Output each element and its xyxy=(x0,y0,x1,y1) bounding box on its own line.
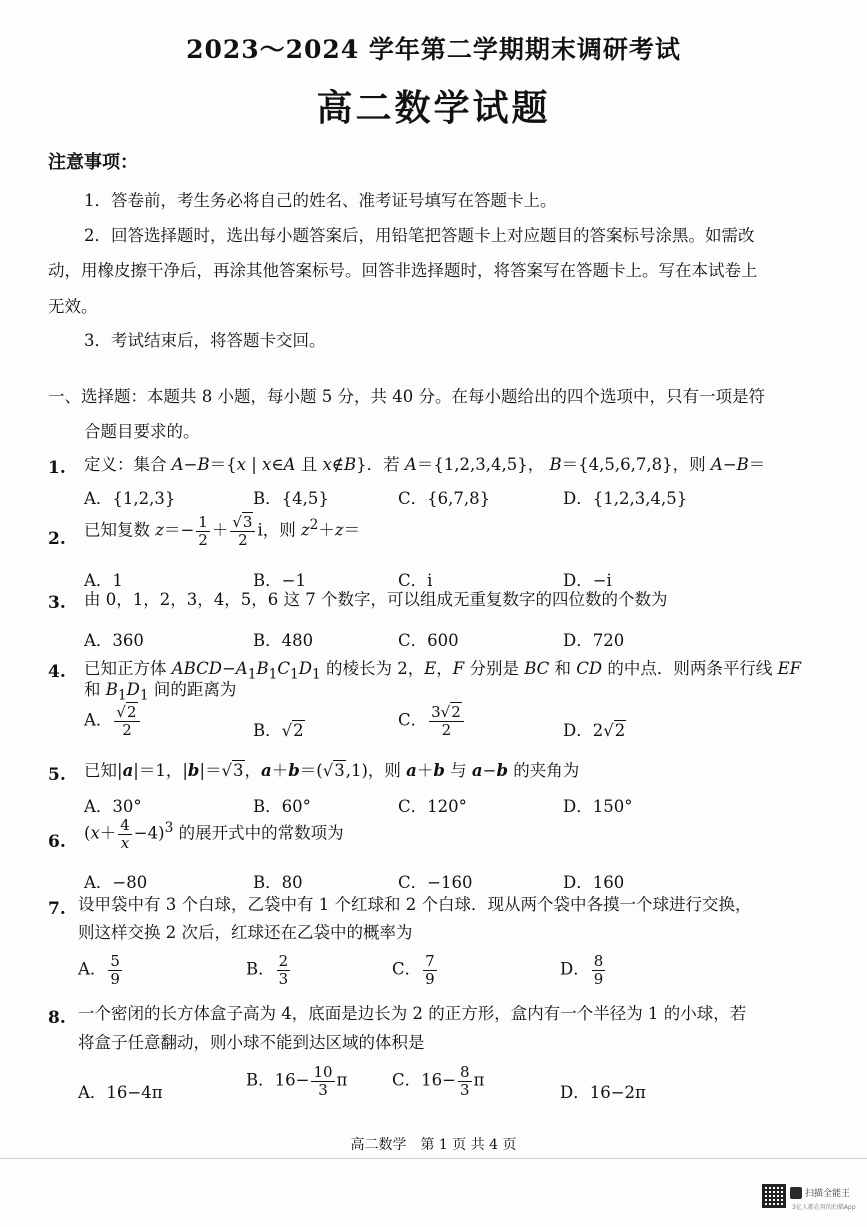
q1-stem: 定义：集合 A−B＝{x | x∈A 且 x∉B}．若 A＝{1,2,3,4,5}， B＝{4,5,6,7,8}，则 A−B＝ xyxy=(84,455,766,474)
q3-stem: 由 0，1，2，3，4，5，6 这 7 个数字，可以组成无重复数字的四位数的个数为 xyxy=(84,590,668,609)
notice-item-1: 1．答卷前，考生务必将自己的姓名、准考证号填写在答题卡上。 xyxy=(84,191,557,210)
q6-option-c: C．−160 xyxy=(398,873,473,892)
q1-option-b: B．{4,5} xyxy=(253,489,329,508)
q1-number: 1. xyxy=(48,458,66,478)
q7-option-b: B． $\frac{2}{3}$ xyxy=(246,952,289,988)
q7-stem-line2: 则这样交换 2 次后，红球还在乙袋中的概率为 xyxy=(78,923,413,942)
q4-stem-line1: 已知正方体 $ABCD-A_1B_1C_1D_1$ 的棱长为 2，E，F 分别是 BC 和 CD 的中点．则两条平行线 EF xyxy=(84,659,802,683)
q2-option-a: A．1 xyxy=(84,571,123,590)
q8-number: 8. xyxy=(48,1008,66,1028)
q4-number: 4. xyxy=(48,662,66,682)
q7-option-c: C． $\frac{7}{9}$ xyxy=(392,952,435,988)
q4-option-a: A． $\frac{√2}{2}$ xyxy=(84,704,142,738)
q3-option-a: A．360 xyxy=(84,631,144,650)
q5-number: 5. xyxy=(48,765,66,785)
watermark-text: 扫描全能王 xyxy=(805,1189,851,1199)
scanner-app-icon xyxy=(790,1187,802,1199)
q5-option-d: D．150° xyxy=(563,797,633,816)
qr-code-icon xyxy=(762,1184,786,1208)
exam-subject-title: 高二数学试题 xyxy=(316,87,551,129)
notice-item-2-line3: 无效。 xyxy=(48,297,98,316)
exam-title: 2023～2024 学年第二学期期末调研考试 xyxy=(186,35,681,64)
section-heading-line2: 合题目要求的。 xyxy=(84,422,200,441)
q2-stem: 已知复数 z＝− $\frac{1}{2}$ ＋ $\frac{√3}{2}$ i，则 $z^2+z=$ xyxy=(84,513,361,549)
q8-option-b: B．16− $\frac{10}{3}$ π xyxy=(246,1063,348,1099)
watermark-subtext: 3亿人都在用的扫描App xyxy=(792,1204,856,1211)
q6-number: 6. xyxy=(48,832,66,852)
footer-divider xyxy=(0,1158,867,1159)
q6-stem: (x＋ $\frac{4}{x}$ −4)$^3$ 的展开式中的常数项为 xyxy=(84,816,344,852)
q8-option-d: D．16−2π xyxy=(560,1083,646,1102)
q5-option-a: A．30° xyxy=(84,797,142,816)
page-footer: 高二数学 第 1 页 共 4 页 xyxy=(350,1137,517,1153)
q1-option-c: C．{6,7,8} xyxy=(398,489,491,508)
q2-option-c: C．i xyxy=(398,571,433,590)
q1-option-d: D．{1,2,3,4,5} xyxy=(563,489,688,508)
q6-option-b: B．80 xyxy=(253,873,303,892)
notice-heading: 注意事项： xyxy=(48,152,138,173)
q5-stem: 已知|a|＝1，|b|＝√3，a＋b＝(√3,1)，则 a＋b 与 a−b 的夹角为 xyxy=(84,761,580,780)
q6-option-d: D．160 xyxy=(563,873,625,892)
notice-item-2-line2: 动，用橡皮擦干净后，再涂其他答案标号。回答非选择题时，将答案写在答题卡上。写在本试卷上 xyxy=(48,261,758,280)
q8-stem-line1: 一个密闭的长方体盒子高为 4，底面是边长为 2 的正方形，盒内有一个半径为 1 的小球，若 xyxy=(78,1004,747,1023)
q2-number: 2. xyxy=(48,529,66,549)
q3-number: 3. xyxy=(48,593,66,613)
q7-option-a: A． $\frac{5}{9}$ xyxy=(78,952,120,988)
q7-stem-line1: 设甲袋中有 3 个白球，乙袋中有 1 个红球和 2 个白球．现从两个袋中各摸一个球进行交换， xyxy=(78,895,752,914)
q7-number: 7. xyxy=(48,899,66,919)
q5-option-c: C．120° xyxy=(398,797,467,816)
q7-option-d: D． $\frac{8}{9}$ xyxy=(560,952,604,988)
q4-stem-line2: 和 $B_1D_1$ 间的距离为 xyxy=(84,680,237,704)
notice-item-3: 3．考试结束后，将答题卡交回。 xyxy=(84,331,326,350)
q8-option-a: A．16−4π xyxy=(78,1083,163,1102)
q3-option-b: B．480 xyxy=(253,631,314,650)
q6-stem-tail: 的展开式中的常数项为 xyxy=(178,823,344,843)
q8-option-c: C．16− $\frac{8}{3}$ π xyxy=(392,1063,485,1099)
q3-option-c: C．600 xyxy=(398,631,459,650)
q3-option-d: D．720 xyxy=(563,631,625,650)
q4-option-b: B．√2 xyxy=(253,721,304,740)
q2-option-b: B．−1 xyxy=(253,571,306,590)
q4-option-d: D．2√2 xyxy=(563,721,626,740)
section-heading-line1: 一、选择题：本题共 8 小题，每小题 5 分，共 40 分。在每小题给出的四个选项中，只有一项是符 xyxy=(48,387,765,406)
q6-option-a: A．−80 xyxy=(84,873,148,892)
q5-option-b: B．60° xyxy=(253,797,311,816)
notice-item-2-line1: 2．回答选择题时，选出每小题答案后，用铅笔把答题卡上对应题目的答案标号涂黑。如需改 xyxy=(84,226,755,245)
q8-stem-line2: 将盒子任意翻动，则小球不能到达区域的体积是 xyxy=(78,1033,425,1052)
q2-option-d: D．−i xyxy=(563,571,612,590)
q1-option-a: A．{1,2,3} xyxy=(84,489,176,508)
q4-option-c: C． $\frac{3√2}{2}$ xyxy=(398,704,466,738)
